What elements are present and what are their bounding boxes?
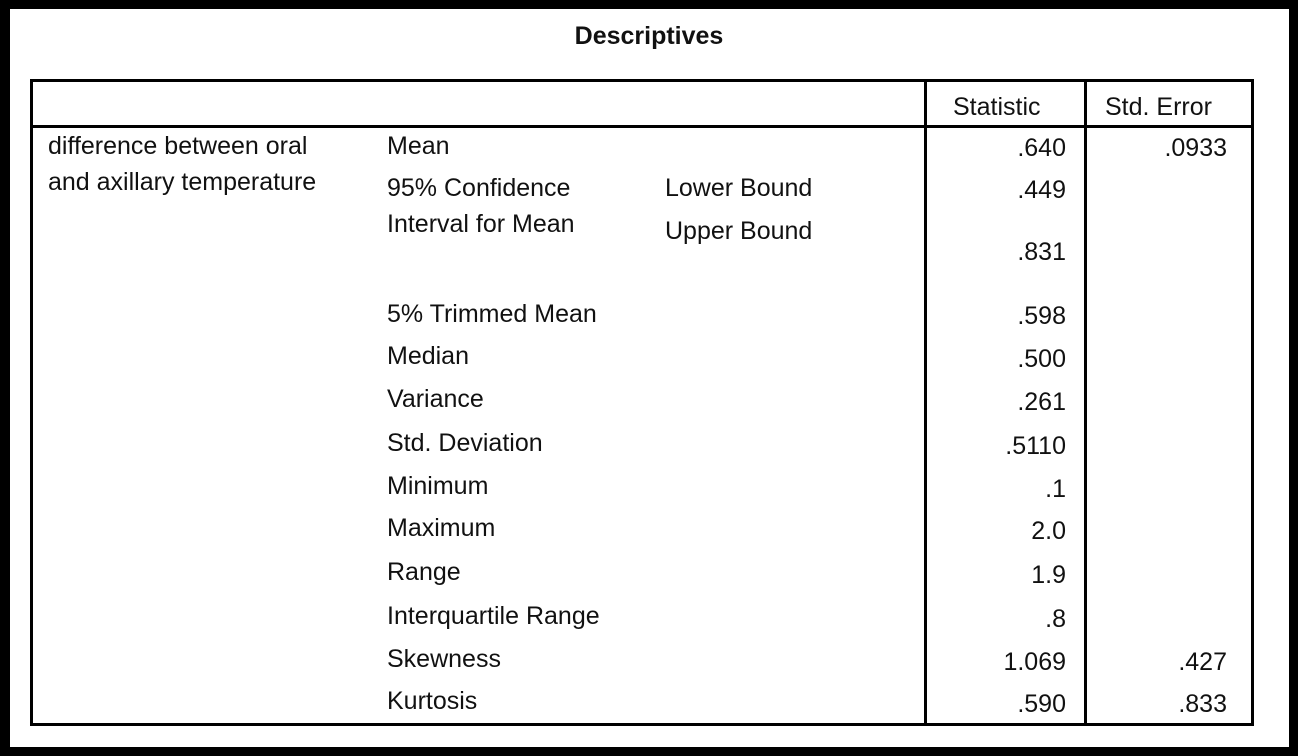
statistic-mean: .640 [1017,134,1066,162]
column-divider-statistic [924,79,927,726]
statistic-variance: .261 [1017,388,1066,416]
row-label-maximum: Maximum [387,514,496,542]
statistic-ci-upper: .831 [1017,238,1066,266]
row-label-skewness: Skewness [387,645,501,673]
header-divider [30,125,1254,128]
statistic-range: 1.9 [1031,561,1066,589]
table-title: Descriptives [574,22,724,50]
statistic-minimum: .1 [1045,475,1066,503]
statistic-median: .500 [1017,345,1066,373]
statistic-trimmed-mean: .598 [1017,302,1066,330]
std-error-mean: .0933 [1164,134,1227,162]
row-label-ci-line2: Interval for Mean [387,210,575,238]
row-label-kurtosis: Kurtosis [387,687,478,715]
variable-name-line1: difference between oral [48,132,308,160]
row-label-variance: Variance [387,385,484,413]
statistic-std-deviation: .5110 [1005,432,1066,460]
statistic-iqr: .8 [1045,605,1066,633]
row-label-iqr: Interquartile Range [387,602,600,630]
std-error-skewness: .427 [1178,648,1227,676]
row-label-trimmed-mean: 5% Trimmed Mean [387,300,597,328]
statistic-maximum: 2.0 [1031,517,1066,545]
statistic-kurtosis: .590 [1017,690,1066,718]
header-std-error: Std. Error [1105,93,1212,121]
statistic-skewness: 1.069 [1003,648,1066,676]
row-label-median: Median [387,342,469,370]
row-label-ci: 95% Confidence [387,174,571,202]
row-label-minimum: Minimum [387,472,489,500]
ci-upper-bound-label: Upper Bound [665,217,813,245]
column-divider-std-error [1084,79,1087,726]
variable-name-line2: and axillary temperature [48,168,317,196]
statistic-ci-lower: .449 [1017,176,1066,204]
std-error-kurtosis: .833 [1178,690,1227,718]
row-label-range: Range [387,558,461,586]
row-label-mean: Mean [387,132,450,160]
header-statistic: Statistic [953,93,1041,121]
row-label-std-deviation: Std. Deviation [387,429,543,457]
ci-lower-bound-label: Lower Bound [665,174,813,202]
